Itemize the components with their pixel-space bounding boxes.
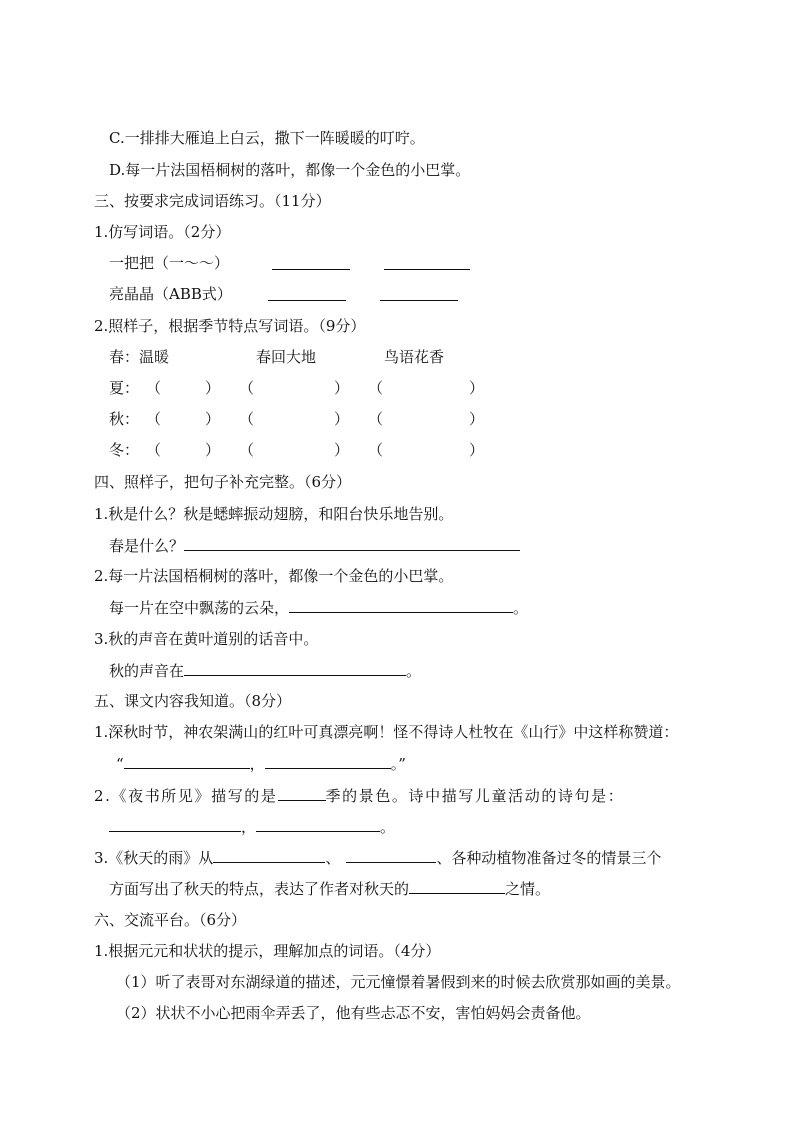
answer-blank[interactable] — [256, 816, 380, 832]
paren-close: ） — [334, 441, 350, 459]
paren-close: ） — [469, 379, 485, 397]
s3-q2: 2.照样子，根据季节特点写词语。（9分） — [94, 317, 366, 335]
answer-blank[interactable] — [184, 535, 520, 551]
paren-open: （ — [368, 441, 384, 459]
quote-close: 。” — [390, 755, 406, 773]
prompt-text: 秋的声音在 — [109, 662, 185, 680]
answer-blank[interactable] — [184, 660, 406, 676]
punctuation: 。 — [380, 818, 396, 836]
q2-text-b: 季的景色。诗中描写儿童活动的诗句是： — [325, 787, 625, 805]
paren-close: ） — [205, 410, 221, 428]
winter-label: 冬： — [109, 441, 140, 459]
s3-q1: 1.仿写词语。（2分） — [94, 223, 231, 241]
answer-blank[interactable] — [124, 753, 250, 769]
s5-q3 — [94, 847, 661, 867]
s5-q2 — [94, 785, 624, 805]
s3-example-2: 亮晶晶（ABB式） — [109, 285, 232, 303]
q3-text-a: 3.《秋天的雨》从 — [94, 849, 214, 867]
prompt-text: 春是什么？ — [109, 537, 185, 555]
punctuation: 。 — [406, 662, 422, 680]
spring-word-3: 鸟语花香 — [384, 348, 445, 366]
paren-close: ） — [469, 410, 485, 428]
punctuation: ， — [249, 755, 265, 773]
s4-q2-prompt — [109, 597, 528, 617]
s5-q1-answer — [116, 753, 406, 773]
quote-open: “ — [116, 755, 124, 773]
q3-text-b: 、各种动植物准备过冬的情景三个 — [436, 849, 662, 867]
answer-blank[interactable] — [109, 816, 241, 832]
s4-q1: 1.秋是什么？秋是蟋蟀振动翅膀，和阳台快乐地告别。 — [94, 505, 454, 523]
answer-blank[interactable] — [265, 753, 391, 769]
paren-close: ） — [334, 379, 350, 397]
answer-blank[interactable] — [272, 254, 350, 270]
prompt-text: 每一片在空中飘荡的云朵， — [109, 599, 290, 617]
paren-open: （ — [239, 410, 255, 428]
answer-blank[interactable] — [409, 878, 505, 894]
answer-blank[interactable] — [384, 254, 470, 270]
answer-blank[interactable] — [268, 285, 346, 301]
s4-q3-prompt — [109, 660, 421, 680]
s5-q1: 1.深秋时节，神农架满山的红叶可真漂亮啊！怪不得诗人杜牧在《山行》中这样称赞道： — [94, 723, 679, 741]
answer-blank[interactable] — [346, 847, 436, 863]
summer-label: 夏： — [109, 379, 140, 397]
section-4-title: 四、照样子，把句子补充完整。（6分） — [94, 473, 352, 491]
s4-q3: 3.秋的声音在黄叶道别的话音中。 — [94, 630, 319, 648]
punctuation: 、 — [325, 849, 341, 867]
paren-open: （ — [146, 410, 162, 428]
answer-blank[interactable] — [213, 847, 325, 863]
q3-text-d: 之情。 — [505, 880, 551, 898]
s6-q1: 1.根据元元和状状的提示，理解加点的词语。（4分） — [94, 942, 441, 960]
option-c: C.一排排大雁追上白云，撒下一阵暖暖的叮咛。 — [109, 129, 425, 147]
paren-open: （ — [239, 441, 255, 459]
section-6-title: 六、交流平台。（6分） — [94, 911, 247, 929]
answer-blank[interactable] — [278, 785, 326, 801]
s5-q3-line2 — [109, 878, 550, 898]
s6-item-2: （2）状状不小心把雨伞弄丢了，他有些忐忑不安，害怕妈妈会责备他。 — [116, 1004, 591, 1022]
q2-text-a: 2.《夜书所见》描写的是 — [94, 787, 278, 805]
option-d: D.每一片法国梧桐树的落叶，都像一个金色的小巴掌。 — [109, 161, 471, 179]
s4-q1-prompt — [109, 535, 520, 555]
spring-example: 春：温暖 — [109, 348, 170, 366]
paren-open: （ — [239, 379, 255, 397]
paren-open: （ — [146, 441, 162, 459]
section-3-title: 三、按要求完成词语练习。（11分） — [94, 192, 331, 210]
paren-open: （ — [146, 379, 162, 397]
spring-word-2: 春回大地 — [256, 348, 317, 366]
paren-close: ） — [205, 441, 221, 459]
paren-close: ） — [334, 410, 350, 428]
q3-text-c: 方面写出了秋天的特点，表达了作者对秋天的 — [109, 880, 410, 898]
s5-q2-answer — [109, 816, 395, 836]
answer-blank[interactable] — [289, 597, 513, 613]
s6-item-1: （1）听了表哥对东湖绿道的描述，元元憧憬着暑假到来的时候去欣赏那如画的美景。 — [116, 973, 681, 991]
paren-open: （ — [368, 379, 384, 397]
s3-example-1: 一把把（一～～） — [109, 254, 230, 272]
autumn-label: 秋： — [109, 410, 140, 428]
paren-open: （ — [368, 410, 384, 428]
paren-close: ） — [469, 441, 485, 459]
punctuation: 。 — [513, 599, 529, 617]
answer-blank[interactable] — [380, 285, 458, 301]
paren-close: ） — [205, 379, 221, 397]
s4-q2: 2.每一片法国梧桐树的落叶，都像一个金色的小巴掌。 — [94, 567, 454, 585]
punctuation: ， — [241, 818, 257, 836]
section-5-title: 五、课文内容我知道。（8分） — [94, 692, 292, 710]
